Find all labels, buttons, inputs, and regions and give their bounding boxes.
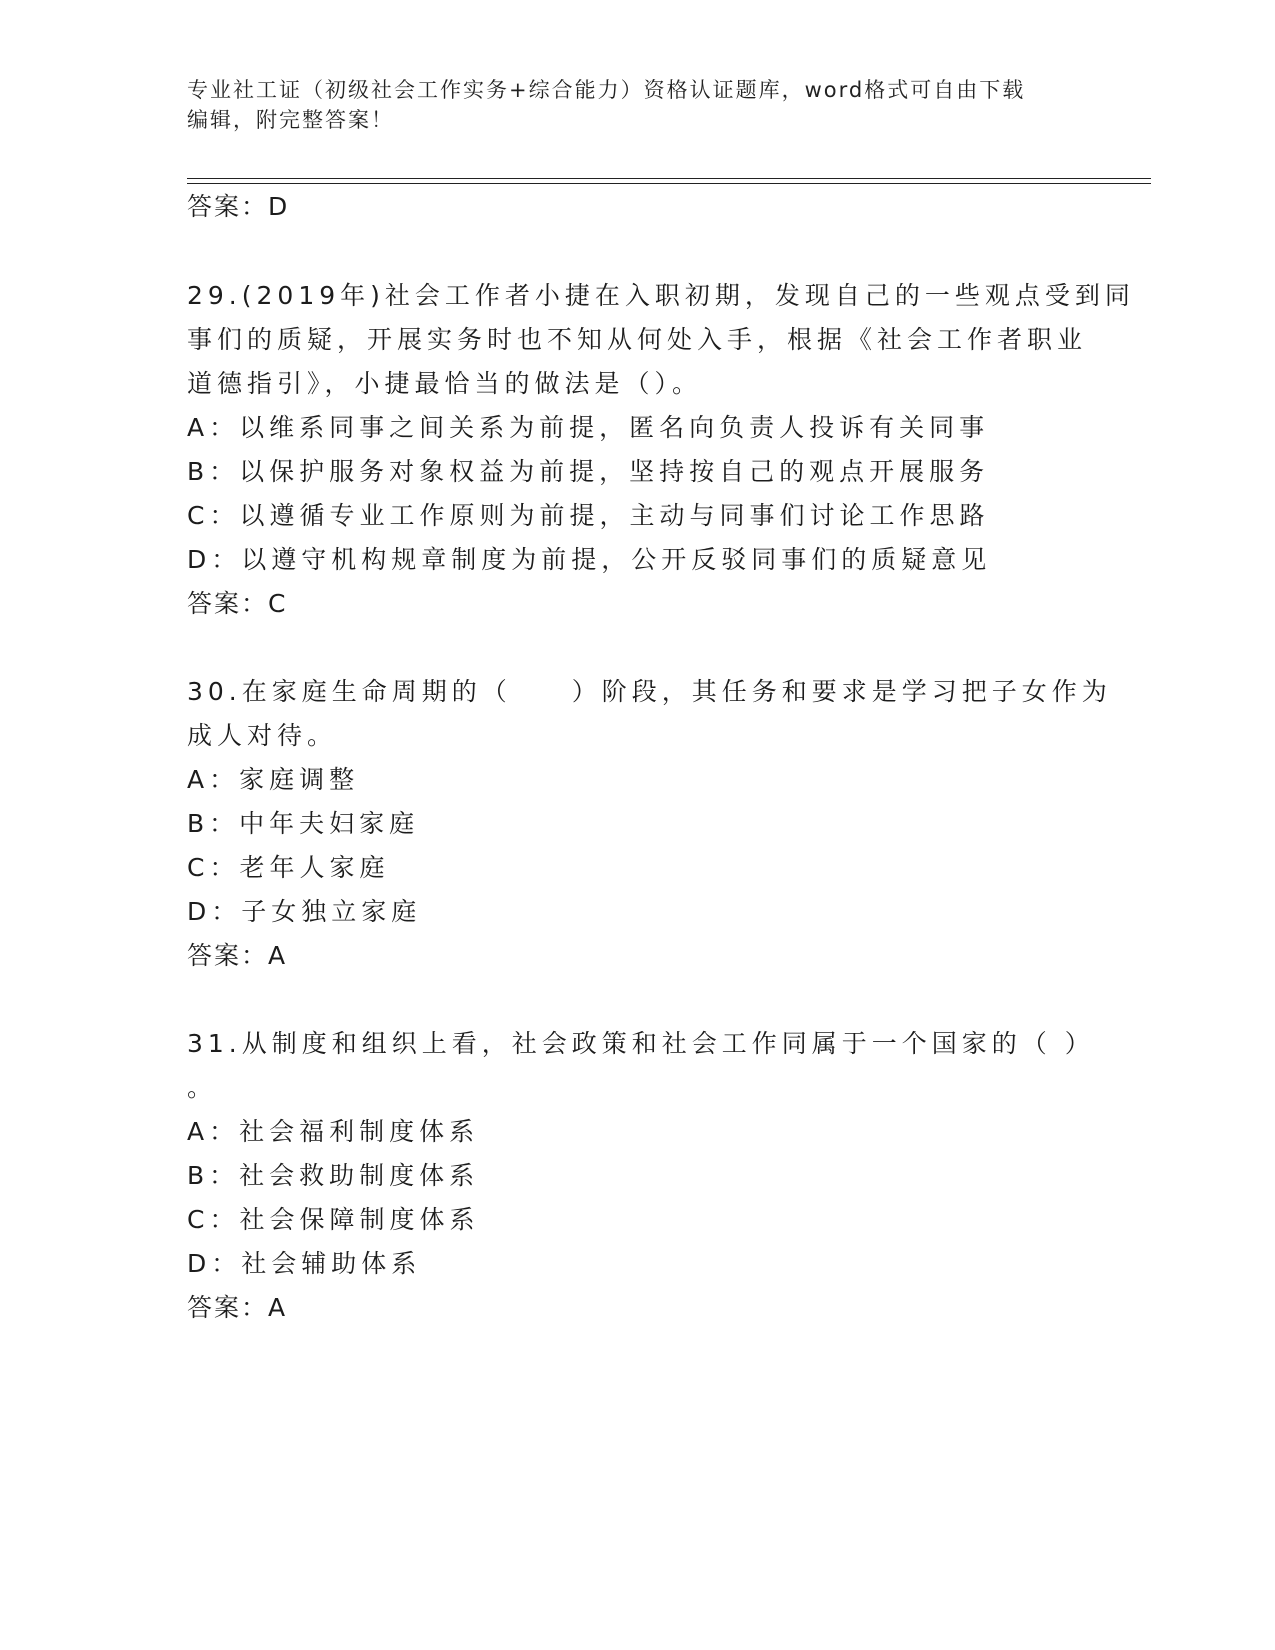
- question-30-option-c: C：老年人家庭: [187, 853, 390, 882]
- question-30-option-a: A：家庭调整: [187, 765, 360, 794]
- question-30-option-d: D：子女独立家庭: [187, 897, 422, 926]
- question-31-answer: 答案：A: [187, 1293, 288, 1322]
- header-line-2: 编辑，附完整答案！: [187, 108, 394, 132]
- question-31-stem-line-1: 31.从制度和组织上看，社会政策和社会工作同属于一个国家的（ ）: [187, 1029, 1095, 1058]
- question-29-answer: 答案：C: [187, 589, 288, 618]
- question-29-option-b: B：以保护服务对象权益为前提，坚持按自己的观点开展服务: [187, 457, 990, 486]
- answer-prev: 答案：D: [187, 192, 290, 221]
- question-29-option-a: A：以维系同事之间关系为前提，匿名向负责人投诉有关同事: [187, 413, 990, 442]
- question-31-option-c: C：社会保障制度体系: [187, 1205, 480, 1234]
- question-29-option-d: D：以遵守机构规章制度为前提，公开反驳同事们的质疑意见: [187, 545, 992, 574]
- page-header: [187, 75, 1087, 135]
- question-31-option-a: A：社会福利制度体系: [187, 1117, 480, 1146]
- question-29-option-c: C：以遵循专业工作原则为前提，主动与同事们讨论工作思路: [187, 501, 990, 530]
- header-divider-bottom: [187, 183, 1151, 184]
- question-29-stem-line-1: 29.(2019年)社会工作者小捷在入职初期，发现自己的一些观点受到同: [187, 281, 1135, 310]
- question-31-option-d: D：社会辅助体系: [187, 1249, 422, 1278]
- question-30-stem-line-2: 成人对待。: [187, 721, 338, 750]
- question-29-stem-line-2: 事们的质疑，开展实务时也不知从何处入手，根据《社会工作者职业: [187, 325, 1088, 354]
- question-30-stem-line-1: 30.在家庭生命周期的（ ）阶段，其任务和要求是学习把子女作为: [187, 677, 1112, 706]
- question-29-stem-line-3: 道德指引》，小捷最恰当的做法是（）。: [187, 369, 703, 398]
- question-30-option-b: B：中年夫妇家庭: [187, 809, 420, 838]
- question-30-answer: 答案：A: [187, 941, 288, 970]
- header-divider-top: [187, 178, 1151, 179]
- question-31-option-b: B：社会救助制度体系: [187, 1161, 480, 1190]
- header-line-1: 专业社工证（初级社会工作实务+综合能力）资格认证题库，word格式可自由下载: [187, 78, 1026, 102]
- question-31-stem-line-2: 。: [187, 1073, 218, 1102]
